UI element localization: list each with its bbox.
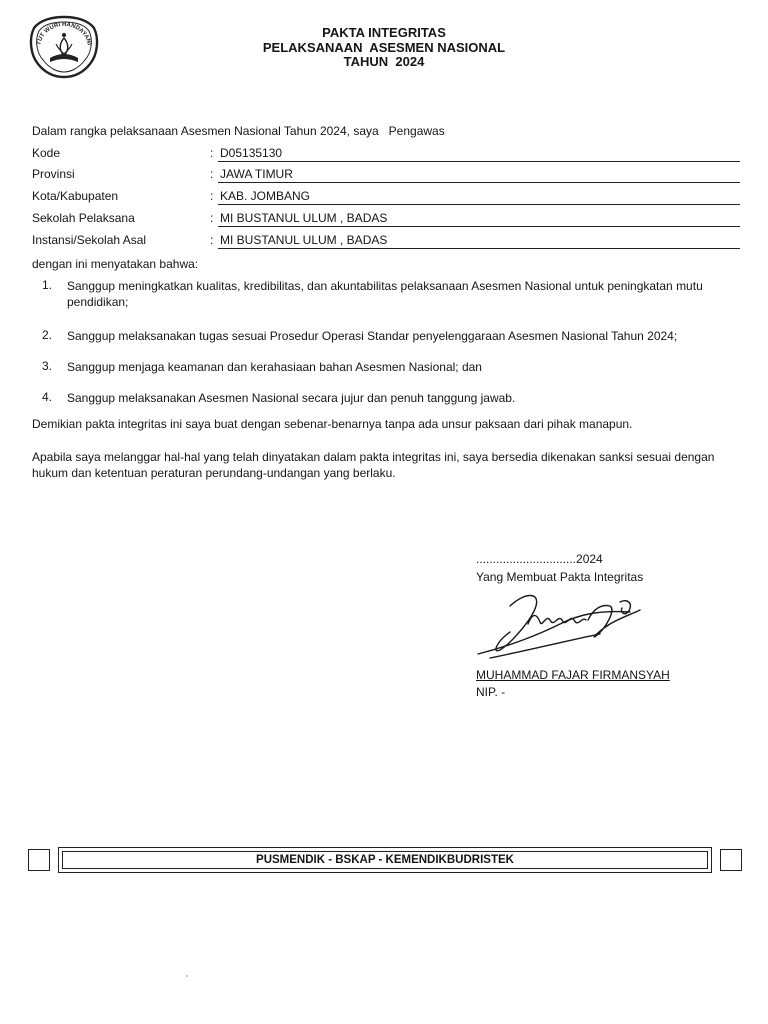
field-colon: : [210,167,214,181]
svg-text:TUT WURI HANDAYANI: TUT WURI HANDAYANI [36,21,92,46]
footer-text: PUSMENDIK - BSKAP - KEMENDIKBUDRISTEK [62,851,708,869]
field-label-sekolah-pelaksana: Sekolah Pelaksana [32,211,135,225]
statement-item: Sanggup menjaga keamanan dan kerahasiaan bahan Asesmen Nasional; dan [67,360,482,374]
statement-item: Sanggup melaksanakan Asesmen Nasional secara jujur dan penuh tanggung jawab. [67,391,516,405]
scan-speck [186,975,188,977]
field-label-kota-kabupaten: Kota/Kabupaten [32,189,119,203]
field-colon: : [210,211,214,225]
statement-item: Sanggup melaksanakan tugas sesuai Prosedur Operasi Standar penyelenggaraan Asesmen Nasional Tahun 2024; [67,329,678,343]
item-number: 4. [42,390,53,404]
document-subtitle: PELAKSANAAN ASESMEN NASIONAL [262,40,506,55]
statement-intro: dengan ini menyatakan bahwa: [32,257,199,271]
document-year: TAHUN 2024 [343,54,425,69]
footer-banner [58,847,712,873]
item-number: 2. [42,328,53,342]
field-value-instansi-sekolah-asal: MI BUSTANUL ULUM , BADAS [220,233,388,247]
field-underline [218,204,740,205]
field-underline [218,161,740,162]
signature-role: Yang Membuat Pakta Integritas [476,570,644,584]
field-colon: : [210,189,214,203]
field-label-kode: Kode [32,146,61,160]
signatory-nip: NIP. - [476,685,506,699]
field-underline [218,182,740,183]
statement-item: Sanggup meningkatkan kualitas, kredibilitas, dan akuntabilitas pelaksanaan Asesmen Nasional untuk peningkatan mutu pendidikan; [67,279,703,309]
intro-text: Dalam rangka pelaksanaan Asesmen Nasional Tahun 2024, saya Pengawas [32,124,445,138]
field-colon: : [210,233,214,247]
field-underline [218,226,740,227]
item-number: 3. [42,359,53,373]
field-underline [218,248,740,249]
field-colon: : [210,146,214,160]
field-value-kode: D05135130 [220,146,283,160]
handwritten-signature [470,584,650,664]
footer-box-left [28,849,50,871]
signatory-name: MUHAMMAD FAJAR FIRMANSYAH [476,668,670,682]
document-title: PAKTA INTEGRITAS [322,25,446,40]
closing-paragraph: Demikian pakta integritas ini saya buat dengan sebenar-benarnya tanpa ada unsur paksaan dari pihak manapun. [32,417,633,431]
field-label-provinsi: Provinsi [32,167,75,181]
item-number: 1. [42,278,53,292]
field-value-provinsi: JAWA TIMUR [220,167,293,181]
footer-box-right [720,849,742,871]
sanction-paragraph: Apabila saya melanggar hal-hal yang telah dinyatakan dalam pakta integritas ini, saya bersedia dikenakan sanksi sesuai dengan hukum dan ketentuan peraturan perundang-undangan yang berlaku. [32,450,715,480]
field-value-sekolah-pelaksana: MI BUSTANUL ULUM , BADAS [220,211,388,225]
field-value-kota-kabupaten: KAB. JOMBANG [220,189,311,203]
field-label-instansi-sekolah-asal: Instansi/Sekolah Asal [32,233,147,247]
signature-date: ..............................2024 [476,552,603,566]
